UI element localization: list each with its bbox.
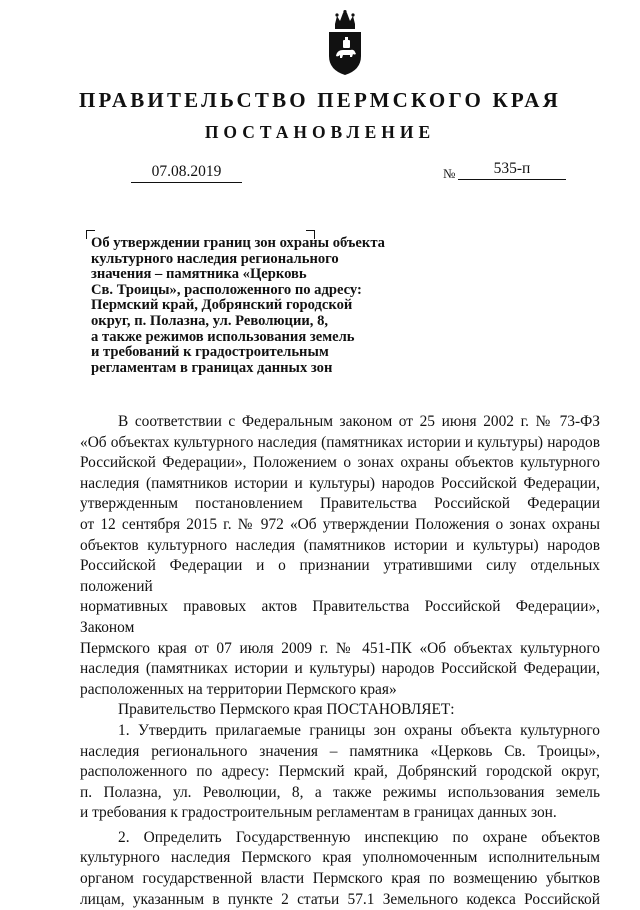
resolution-statement: Правительство Пермского края ПОСТАНОВЛЯЕТ:	[118, 701, 455, 719]
body-line: Российской Федерации и о признании утратившими силу отдельных положений	[80, 557, 600, 595]
subject-line: культурного наследия регионального	[91, 250, 339, 267]
document-type: ПОСТАНОВЛЕНИЕ	[204, 122, 436, 142]
item-1-line: п. Полазна, ул. Революции, 8, а также режимы использования земель	[80, 783, 600, 801]
item-1-line: 1. Утвердить прилагаемые границы зон охраны объекта культурного	[118, 721, 600, 739]
item-2-line: органом государственной власти Пермского края по возмещению убытков	[80, 870, 600, 888]
subject-line: Св. Троицы», расположенного по адресу:	[91, 281, 362, 298]
item-2-line: лицам, указанным в пункте 2 статьи 57.1 Земельного кодекса Российской	[80, 890, 600, 908]
subject-line: и требований к градостроительным	[91, 344, 329, 361]
item-1-line: и требования к градостроительным регламентам в границах данных зон.	[80, 804, 557, 822]
subject-line: регламентам в границах данных зон	[91, 359, 333, 376]
body-line: расположенных на территории Пермского края»	[80, 680, 397, 698]
body-line: наследия (памятников истории и культуры) народов Российской Федерации,	[80, 474, 600, 492]
item-1-line: расположенного по адресу: Пермский край, Добрянский городской округ,	[80, 763, 600, 781]
document-subject	[91, 236, 411, 376]
organization-title: ПРАВИТЕЛЬСТВО ПЕРМСКОГО КРАЯ	[78, 88, 561, 112]
subject-line: Об утверждении границ зон охраны объекта	[91, 235, 385, 251]
body-line: В соответствии с Федеральным законом от 25 июня 2002 г. № 73-ФЗ	[118, 413, 600, 430]
item-1-line: наследия регионального значения – памятника «Церковь Св. Троицы»,	[80, 742, 600, 760]
coat-of-arms-icon	[326, 10, 364, 76]
body-line: «Об объектах культурного наследия (памятниках истории и культуры) народов	[80, 433, 600, 451]
document-body	[80, 412, 600, 910]
body-line: Пермского края от 07 июля 2009 г. № 451-ПК «Об объектах культурного	[80, 639, 600, 657]
subject-line: значения – памятника «Церковь	[91, 266, 307, 283]
item-2-line: 2. Определить Государственную инспекцию по охране объектов	[118, 828, 600, 846]
body-line: утвержденным постановлением Правительства Российской Федерации	[80, 495, 600, 513]
subject-line: а также режимов использования земель	[91, 328, 355, 345]
body-line: Российской Федерации», Положением о зонах охраны объектов культурного	[80, 454, 600, 472]
number-sign: №	[443, 166, 456, 181]
subject-line: округ, п. Полазна, ул. Революции, 8,	[91, 312, 329, 329]
body-line: объектов культурного наследия (памятников истории и культуры) народов	[80, 536, 600, 554]
body-line: наследия (памятниках истории и культуры) народов Российской Федерации,	[80, 660, 600, 678]
body-line: нормативных правовых актов Правительства Российской Федерации», Законом	[80, 598, 600, 636]
subject-line: Пермский край, Добрянский городской	[91, 297, 353, 314]
document-number: 535-п	[458, 159, 566, 180]
body-line: от 12 сентября 2015 г. № 972 «Об утверждении Положения о зонах охраны	[80, 515, 600, 533]
item-2-line: культурного наследия Пермского края уполномоченным исполнительным	[80, 849, 600, 867]
document-date: 07.08.2019	[131, 162, 242, 183]
